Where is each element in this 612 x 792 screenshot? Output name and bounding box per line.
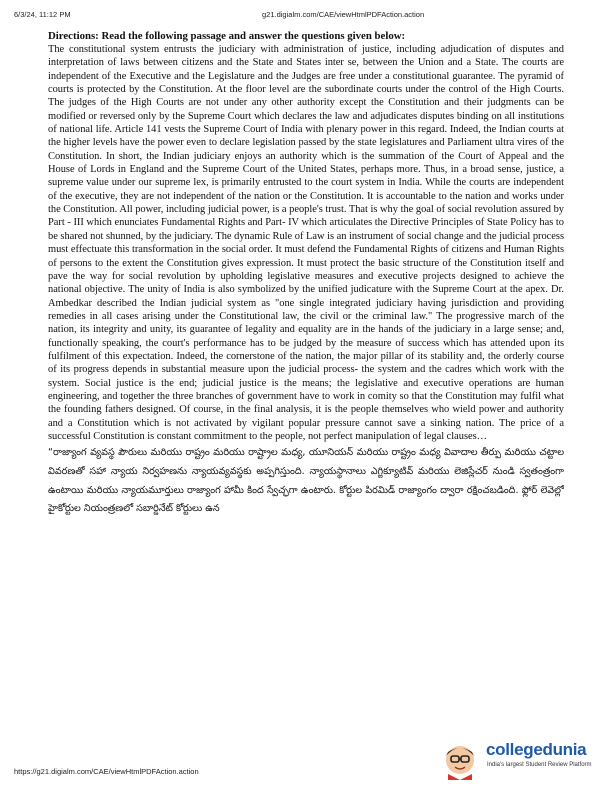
print-url: g21.digialm.com/CAE/viewHtmlPDFAction.action [262,10,425,19]
directions-heading: Directions: Read the following passage and answer the questions given below: [48,30,406,42]
student-mascot-icon [438,736,482,780]
brand-name: collegedunia [486,740,587,759]
print-datetime: 6/3/24, 11:12 PM [14,10,71,19]
document-body [48,30,564,756]
print-header [14,10,598,22]
english-passage: The constitutional system entrusts the judiciary with administration of justice, including adjudication of disputes and interpretation of laws between citizens and the State and States inter se, between the Union and a State. The courts are independent of the Executive and the Legislature and the Judges are free under a constitutional guarantee. The pyramid of courts is protected by the Constitution. At the floor level are the subordinate courts under the control of the High Courts. The judges of the High Courts are not under any other authority except the Constitution and their judgments can be modified or reversed only by the Supreme Court which declares the law and adjudicates disputes binding on all institutions of national life. Article 141 vests the Supreme Court of India with plenary power in this regard. Indeed, the Indian courts at the higher levels have the power even to declare legislation passed by the state legislatures and Parliament ultra vires of the Constitution. In short, the Indian judiciary enjoys an authority which is the summation of the Court of Appeal and the House of Lords in England and the Supreme Court of the United States, perhaps more. Thus, in a broad sense, justice, a supreme value under our supreme lex, is primarily entrusted to the court system in India. While the courts are independent of the executive, they are not independent of the nation or the Constitution. It is accountable to the nation and works under the Constitution. All power, including judicial power, is a people's trust. That is why the goal of social revolution assured by Part - III which enunciates Fundamental Rights and Part- IV which articulates the Directive Principles of State Policy has to be shared not shunned, by the judiciary. The dynamic Rule of Law is an instrument of social change and the judicial process must effectuate this transformation in the social order. It must defend the Fundamental Rights of citizens and Human Rights of persons to the extent the Constitution gives expression. It must protect the basic structure of the Constitution itself and pave the way for social revolution by upholding legislative measures and executive projects designed to achieve the national objective. The unity of India is also symbolized by the unified judicature with the Supreme Court at the apex. Dr. Ambedkar described the Indian judicial system as "one single integrated judiciary having jurisdiction and providing remedies in all cases arising under the Constitutional law, the civil or the criminal law." The progressive march of the nation, its integrity and unity, its guarantee of legality and equality are in the hands of the judiciary in a large sense; and, functionally speaking, the court's performance has to be judged by the measure of success which has attended upon its fulfilment of this expectation. Indeed, the cornerstone of the nation, the major pillar of its stability and, the orderly course of its progress depends in substantial measure upon the judicial process- the system and the cadres which work with the system. Social justice is the end; judicial justice is the means; the legislative and executive operations are human engineering, and together the three branches of government have to work in comity so that the Constitution may fulfil what the founding fathers designed. Of course, in the final analysis, it is the people themselves who wield power and authority and a Constitution which is not activated by vigilant popular pressure cannot save a sinking nation. The price of a successful Constitution is constant commitment to the people, not perfect manipulation of legal clauses… [48,44,564,442]
brand-tagline: India's largest Student Review Platform [487,762,592,768]
collegedunia-watermark [436,732,606,784]
print-footer-url: https://g21.digialm.com/CAE/viewHtmlPDFAction.action [14,767,199,776]
telugu-passage: “రాజ్యాంగ వ్యవస్థ పౌరులు మరియు రాష్ట్రం మరియు రాష్ట్రాల మధ్య, యూనియన్ మరియు రాష్ట్రం మధ్య వివాదాల తీర్పు మరియు చట్టాల వివరణతో సహా న్యాయ నిర్వహణను న్యాయవ్యవస్థకు అప్పగిస్తుంది. న్యాయస్థానాలు ఎగ్జిక్యూటివ్ మరియు లెజిస్లేచర్ నుండి స్వతంత్రంగా ఉంటాయి మరియు న్యాయమూర్తులు రాజ్యాంగ హామీ కింద స్వేచ్ఛగా ఉంటారు. కోర్టుల పిరమిడ్ రాజ్యాంగం ద్వారా రక్షించబడింది. ఫ్లోర్ లెవెల్లో హైకోర్టుల నియంత్రణలో సబార్డినేట్ కోర్టులు ఉన [48,447,564,515]
